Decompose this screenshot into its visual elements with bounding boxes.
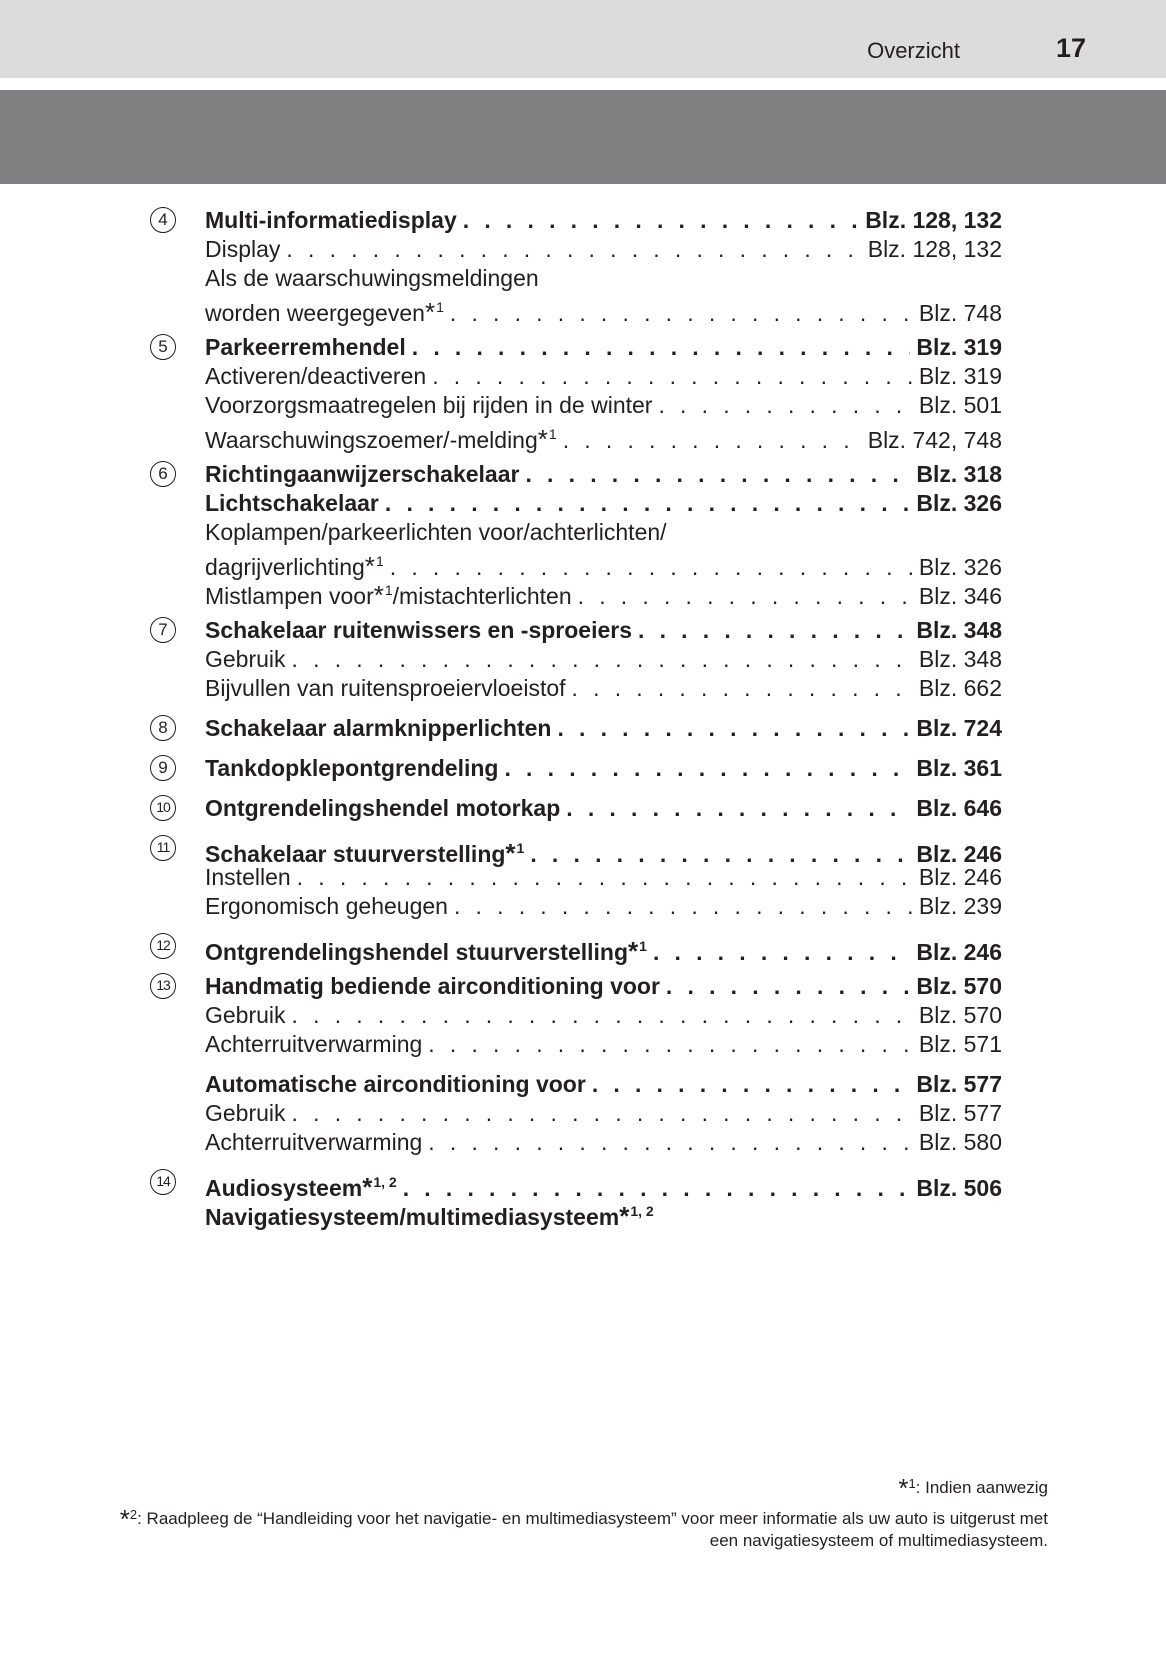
page-reference: Blz. 319 xyxy=(916,334,1002,360)
page-reference: Blz. 128, 132 xyxy=(865,207,1002,233)
item-number-marker: 13 xyxy=(150,973,176,999)
toc-item-title: Audiosysteem*$^{1, 2}$ xyxy=(205,1172,397,1202)
table-of-contents xyxy=(150,206,1002,1231)
footnote-reference: 1, 2 xyxy=(373,1174,397,1190)
page-reference: Blz. 662 xyxy=(918,675,1002,701)
entry-spacer xyxy=(150,743,1002,754)
toc-item-title: Bijvullen van ruitensproeiervloeistof xyxy=(205,675,566,701)
toc-item-title: Multi-informatiedisplay xyxy=(205,207,457,233)
toc-item-title: Voorzorgsmaatregelen bij rijden in de winter xyxy=(205,392,653,418)
dot-leader xyxy=(638,616,910,645)
page-reference: Blz. 742, 748 xyxy=(867,427,1002,453)
toc-entry xyxy=(150,932,1002,966)
dot-leader xyxy=(504,754,910,783)
toc-heading-line xyxy=(205,932,1002,966)
dot-leader xyxy=(412,333,911,362)
toc-item-title: Parkeerremhendel xyxy=(205,334,406,360)
toc-entry xyxy=(150,1070,1002,1157)
toc-item-title: Ontgrendelingshendel stuurverstelling*$^1$ xyxy=(205,936,647,966)
toc-item-title: Mistlampen voor*$^1$/mistachterlichten xyxy=(205,580,572,610)
toc-item-title: Gebruik xyxy=(205,1002,286,1028)
toc-subitem-line xyxy=(205,1030,1002,1059)
toc-subitem-line xyxy=(205,1128,1002,1157)
entry-spacer xyxy=(150,783,1002,794)
item-number-marker: 5 xyxy=(150,334,176,360)
dot-leader xyxy=(292,1099,913,1128)
toc-item-title: Schakelaar ruitenwissers en -sproeiers xyxy=(205,617,632,643)
toc-heading-line xyxy=(205,834,1002,868)
page-reference: Blz. 246 xyxy=(916,939,1002,965)
page-reference: Blz. 361 xyxy=(916,755,1002,781)
toc-item-title: Handmatig bediende airconditioning voor xyxy=(205,973,660,999)
toc-heading-line xyxy=(205,1168,1002,1202)
page-reference: Blz. 246 xyxy=(918,864,1002,890)
toc-entry xyxy=(150,972,1002,1059)
header-bar xyxy=(0,0,1166,78)
toc-item-title: Koplampen/parkeerlichten voor/achterlichten/ xyxy=(205,519,667,545)
toc-item-title: Achterruitverwarming xyxy=(205,1129,423,1155)
page-reference: Blz. 577 xyxy=(916,1071,1002,1097)
page-reference: Blz. 318 xyxy=(916,461,1002,487)
toc-heading-line xyxy=(205,616,1002,645)
page-reference: Blz. 506 xyxy=(916,1175,1002,1201)
toc-heading-line xyxy=(205,333,1002,362)
footnote-reference: 1 xyxy=(516,840,525,856)
toc-heading-line xyxy=(205,714,1002,743)
toc-subitem-line xyxy=(205,264,1002,293)
toc-subitem-line xyxy=(205,892,1002,921)
page-reference: Blz. 246 xyxy=(916,841,1002,867)
toc-heading-line xyxy=(205,794,1002,823)
toc-heading-line xyxy=(205,460,1002,489)
page-reference: Blz. 577 xyxy=(918,1100,1002,1126)
dot-leader xyxy=(286,235,861,264)
toc-item-title: Waarschuwingszoemer/-melding*$^1$ xyxy=(205,424,557,454)
toc-subitem-line xyxy=(205,362,1002,391)
item-number-marker: 14 xyxy=(150,1169,176,1195)
item-number-marker: 7 xyxy=(150,617,176,643)
page-reference: Blz. 580 xyxy=(918,1129,1002,1155)
dot-leader xyxy=(297,863,913,892)
page-reference: Blz. 646 xyxy=(916,795,1002,821)
dot-leader xyxy=(292,1001,913,1030)
page-reference: Blz. 724 xyxy=(916,715,1002,741)
dot-leader xyxy=(463,206,859,235)
item-number-marker: 12 xyxy=(150,933,176,959)
dot-leader xyxy=(653,938,910,967)
toc-item-title: Richtingaanwijzerschakelaar xyxy=(205,461,520,487)
dot-leader xyxy=(428,1030,913,1059)
toc-item-title: Display xyxy=(205,236,281,262)
header-divider xyxy=(0,78,1166,90)
toc-entry xyxy=(150,834,1002,921)
toc-item-title: Gebruik xyxy=(205,646,286,672)
toc-entry xyxy=(150,1168,1002,1231)
page-reference: Blz. 570 xyxy=(916,973,1002,999)
toc-subitem-line xyxy=(205,1099,1002,1128)
item-number-marker: 9 xyxy=(150,755,176,781)
toc-item-title: Ergonomisch geheugen xyxy=(205,893,448,919)
toc-item-title: dagrijverlichting*$^1$ xyxy=(205,551,384,581)
page-reference: Blz. 571 xyxy=(918,1031,1002,1057)
page-reference: Blz. 239 xyxy=(918,893,1002,919)
toc-subitem-line xyxy=(205,863,1002,892)
entry-spacer xyxy=(150,823,1002,834)
dot-leader xyxy=(428,1128,913,1157)
toc-subitem-line xyxy=(205,547,1002,581)
footnote-reference: 1 xyxy=(375,553,384,569)
toc-subitem-line xyxy=(205,674,1002,703)
footnote-reference: 1 xyxy=(384,582,393,598)
toc-entry xyxy=(150,333,1002,454)
footnote-1: *$^1$: Indien aanwezig xyxy=(898,1473,1048,1503)
toc-item-title: Lichtschakelaar xyxy=(205,490,379,516)
toc-entry xyxy=(150,460,1002,610)
page-reference: Blz. 346 xyxy=(918,583,1002,609)
toc-subitem-line xyxy=(205,420,1002,454)
toc-heading-line xyxy=(205,489,1002,518)
toc-subitem-line xyxy=(205,293,1002,327)
dot-leader xyxy=(658,391,912,420)
toc-item-title: Tankdopklepontgrendeling xyxy=(205,755,499,781)
toc-subitem-line xyxy=(205,235,1002,264)
entry-spacer xyxy=(150,921,1002,932)
toc-subitem-line xyxy=(205,518,1002,547)
toc-entry xyxy=(150,714,1002,743)
toc-entry xyxy=(150,616,1002,703)
dot-leader xyxy=(525,460,910,489)
toc-heading-line xyxy=(205,206,1002,235)
entry-spacer xyxy=(150,1059,1002,1070)
toc-item-title: Ontgrendelingshendel motorkap xyxy=(205,795,561,821)
page-number: 17 xyxy=(1055,33,1086,63)
toc-item-title: Als de waarschuwingsmeldingen xyxy=(205,265,539,291)
entry-spacer xyxy=(150,703,1002,714)
page-reference: Blz. 348 xyxy=(918,646,1002,672)
footnote-reference: 1 xyxy=(436,299,444,315)
footnote-reference: 1 xyxy=(639,938,647,954)
entry-spacer xyxy=(150,1157,1002,1168)
toc-heading-line xyxy=(205,754,1002,783)
page-reference: Blz. 326 xyxy=(916,490,1002,516)
section-label: Overzicht xyxy=(867,38,960,63)
footnote-reference: 1 xyxy=(548,426,557,442)
toc-item-title: Instellen xyxy=(205,864,291,890)
toc-item-title: Schakelaar stuurverstelling*$^1$ xyxy=(205,838,525,868)
dot-leader xyxy=(572,674,913,703)
toc-item-title: Automatische airconditioning voor xyxy=(205,1071,586,1097)
toc-item-title: worden weergegeven*$^1$ xyxy=(205,297,444,327)
dot-leader xyxy=(592,1070,911,1099)
dot-leader xyxy=(578,582,913,611)
dot-leader xyxy=(557,714,910,743)
toc-subitem-line xyxy=(205,391,1002,420)
page-reference: Blz. 326 xyxy=(918,554,1002,580)
toc-item-title: Navigatiesysteem/multimediasysteem*$^{1, 2}$ xyxy=(205,1201,654,1231)
toc-subitem-line xyxy=(205,1001,1002,1030)
page-reference: Blz. 570 xyxy=(918,1002,1002,1028)
page-reference: Blz. 348 xyxy=(916,617,1002,643)
toc-item-title: Achterruitverwarming xyxy=(205,1031,423,1057)
page-reference: Blz. 128, 132 xyxy=(867,236,1002,262)
dot-leader xyxy=(385,489,910,518)
footnote-reference: 1, 2 xyxy=(630,1203,654,1219)
toc-item-title: Gebruik xyxy=(205,1100,286,1126)
toc-subitem-line xyxy=(205,645,1002,674)
dot-leader xyxy=(450,299,913,328)
page-reference: Blz. 501 xyxy=(918,392,1002,418)
toc-item-title: Schakelaar alarmknipperlichten xyxy=(205,715,552,741)
page-reference: Blz. 748 xyxy=(918,300,1002,326)
toc-entry xyxy=(150,794,1002,823)
toc-entry xyxy=(150,754,1002,783)
toc-heading-line xyxy=(205,1070,1002,1099)
item-number-marker: 4 xyxy=(150,207,176,233)
dot-leader xyxy=(666,972,910,1001)
item-number-marker: 8 xyxy=(150,715,176,741)
toc-heading-line xyxy=(205,972,1002,1001)
footnote-2: *$^2$: Raadpleeg de “Handleiding voor het navigatie- en multimediasysteem” voor meer informatie als uw auto is uitgerust met een navigatiesysteem of multimediasysteem. xyxy=(119,1504,1048,1550)
toc-entry xyxy=(150,206,1002,327)
chapter-band xyxy=(0,90,1166,184)
item-number-marker: 10 xyxy=(150,795,176,821)
page-reference: Blz. 319 xyxy=(918,363,1002,389)
dot-leader xyxy=(292,645,913,674)
dot-leader xyxy=(432,362,913,391)
item-number-marker: 6 xyxy=(150,461,176,487)
toc-item-title: Activeren/deactiveren xyxy=(205,363,427,389)
dot-leader xyxy=(563,426,862,455)
dot-leader xyxy=(454,892,913,921)
dot-leader xyxy=(566,794,910,823)
item-number-marker: 11 xyxy=(150,835,176,861)
